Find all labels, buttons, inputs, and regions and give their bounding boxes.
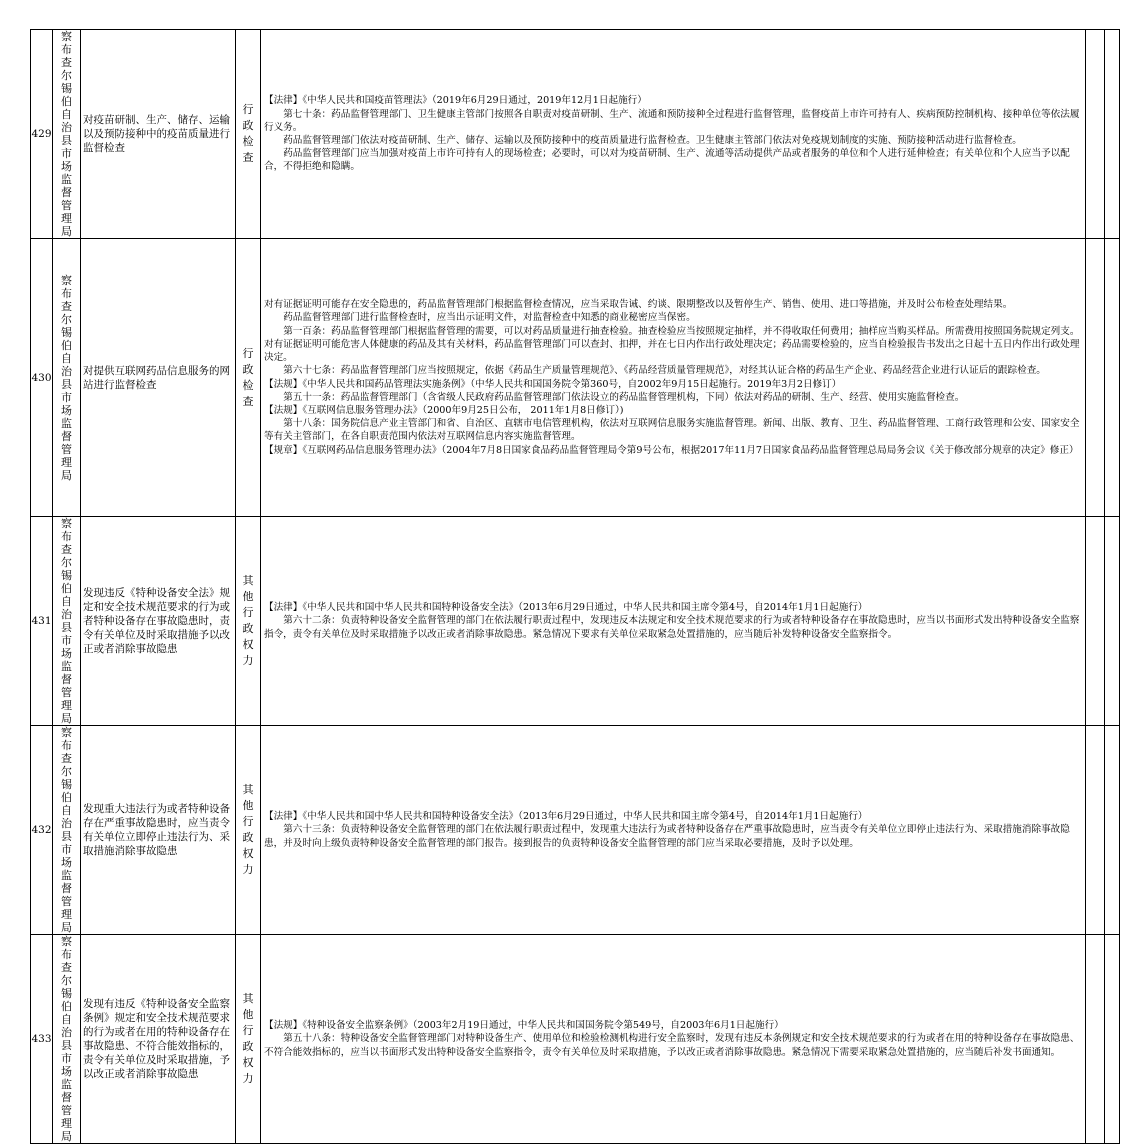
item-name-cell: 对提供互联网药品信息服务的网站进行监督检查 [81, 239, 236, 517]
basis-line: 对有证据证明可能存在安全隐患的，药品监督管理部门根据监督检查情况，应当采取告诫、约谈、限期整改以及暂停生产、销售、使用、进口等措施，并及时公布检查处理结果。 [264, 299, 1013, 311]
basis-line: 第七十条：药品监督管理部门、卫生健康主管部门按照各自职责对疫苗研制、生产、流通和预防接种全过程进行监督管理，监督疫苗上市许可持有人、疾病预防控制机构、接种单位等依法履行义务。 [264, 108, 1080, 133]
basis-line: 第五十一条：药品监督管理部门（含省级人民政府药品监督管理部门依法设立的药品监督管理机构，下同）依法对药品的研制、生产、经营、使用实施监督检查。 [283, 391, 965, 403]
item-name-cell: 发现违反《特种设备安全法》规定和安全技术规范要求的行为或者特种设备存在事故隐患时，责令有关单位及时采取措施予以改正或者消除事故隐患 [81, 517, 236, 726]
legal-basis-cell [261, 935, 1086, 1144]
empty-cell [1105, 517, 1120, 726]
power-type-cell: 其他行政权力 [236, 935, 261, 1144]
row-number: 430 [31, 239, 53, 517]
basis-line: 第一百条：药品监督管理部门根据监督管理的需要，可以对药品质量进行抽查检验。抽查检验应当按照规定抽样，并不得收取任何费用；抽样应当购买样品。所需费用按照国务院规定列支。 [283, 325, 1080, 337]
authority-cell: 察布查尔锡伯自治县市场监督管理局 [53, 726, 81, 935]
power-type-cell: 行政检查 [236, 30, 261, 239]
authority-cell: 察布查尔锡伯自治县市场监督管理局 [53, 239, 81, 517]
basis-line: 【法规】《特种设备安全监察条例》（2003年2月19日通过，中华人民共和国国务院令第549号，自2003年6月1日起施行） [264, 1020, 784, 1032]
basis-line: 【规章】《互联网药品信息服务管理办法》（2004年7月8日国家食品药品监督管理局令第9号公布，根据2017年11月7日国家食品药品监督管理总局局务会议《关于修改部分规章的决定》修正） [264, 444, 1079, 456]
power-type-cell: 其他行政权力 [236, 517, 261, 726]
power-list-table [30, 29, 1120, 1144]
table-row [31, 30, 1120, 239]
basis-line: 【法律】《中华人民共和国中华人民共和国特种设备安全法》（2013年6月29日通过，中华人民共和国主席令第4号，自2014年1月1日起施行） [264, 602, 868, 614]
basis-line: 第六十二条：负责特种设备安全监督管理的部门在依法履行职责过程中，发现违反本法规定和安全技术规范要求的行为或者特种设备存在事故隐患时，应当以书面形式发出特种设备安全监察指令，责令有关单位及时采取措施予以改正或者消除事故隐患。紧急情况下要求有关单位采取紧急处置措施的，应当随后补发特种设备安全监察指令。 [264, 615, 1080, 640]
legal-basis-cell [261, 726, 1086, 935]
authority-cell: 察布查尔锡伯自治县市场监督管理局 [53, 30, 81, 239]
empty-cell [1086, 935, 1105, 1144]
basis-line: 第五十八条：特种设备安全监督管理部门对特种设备生产、使用单位和检验检测机构进行安全监察时，发现有违反本条例规定和安全技术规范要求的行为或者在用的特种设备存在事故隐患、不符合能效指标的，应当以书面形式发出特种设备安全监察指令，责令有关单位及时采取措施，予以改正或者消除事故隐患。紧急情况下需要采取紧急处置措施的，应当随后补发书面通知。 [264, 1033, 1080, 1058]
legal-basis-cell [261, 239, 1086, 517]
basis-line: 对有证据证明可能危害人体健康的药品及其有关材料，药品监督管理部门可以查封、扣押，并在七日内作出行政处理决定；药品需要检验的，应当自检验报告书发出之日起十五日内作出行政处理决定。 [264, 338, 1080, 364]
basis-line: 【法律】《中华人民共和国中华人民共和国特种设备安全法》（2013年6月29日通过，中华人民共和国主席令第4号，自2014年1月1日起施行） [264, 811, 868, 823]
basis-line: 第十八条：国务院信息产业主管部门和省、自治区、直辖市电信管理机构，依法对互联网信息服务实施监督管理。新闻、出版、教育、卫生、药品监督管理、工商行政管理和公安、国家安全等有关主管部门，在各自职责范围内依法对互联网信息内容实施监督管理。 [264, 418, 1080, 443]
table-row [31, 726, 1120, 935]
empty-cell [1105, 239, 1120, 517]
empty-cell [1105, 726, 1120, 935]
basis-line: 【法规】《中华人民共和国药品管理法实施条例》（中华人民共和国国务院令第360号，自2002年9月15日起施行。2019年3月2日修订） [264, 378, 842, 390]
authority-cell: 察布查尔锡伯自治县市场监督管理局 [53, 517, 81, 726]
empty-cell [1086, 239, 1105, 517]
legal-basis-cell [261, 30, 1086, 239]
empty-cell [1086, 726, 1105, 935]
basis-line: 【法规】《互联网信息服务管理办法》（2000年9月25日公布， 2011年1月8日修订）) [264, 404, 624, 416]
row-number: 433 [31, 935, 53, 1144]
item-name-cell: 发现有违反《特种设备安全监察条例》规定和安全技术规范要求的行为或者在用的特种设备存在事故隐患、不符合能效指标的，责令有关单位及时采取措施，予以改正或者消除事故隐患 [81, 935, 236, 1144]
power-type-cell: 其他行政权力 [236, 726, 261, 935]
row-number: 431 [31, 517, 53, 726]
empty-cell [1086, 517, 1105, 726]
basis-line: 【法律】《中华人民共和国疫苗管理法》（2019年6月29日通过，2019年12月1日起施行） [264, 95, 647, 107]
legal-basis-cell [261, 517, 1086, 726]
table-row [31, 935, 1120, 1144]
row-number: 432 [31, 726, 53, 935]
row-number: 429 [31, 30, 53, 239]
basis-line: 药品监督管理部门依法对疫苗研制、生产、储存、运输以及预防接种中的疫苗质量进行监督检查。卫生健康主管部门依法对免疫规划制度的实施、预防接种活动进行监督检查。 [283, 135, 1022, 146]
basis-line: 第六十七条：药品监督管理部门应当按照规定，依据《药品生产质量管理规范》、《药品经营质量管理规范》，对经其认证合格的药品生产企业、药品经营企业进行认证后的跟踪检查。 [283, 365, 1046, 377]
empty-cell [1105, 935, 1120, 1144]
empty-cell [1105, 30, 1120, 239]
item-name-cell: 对疫苗研制、生产、储存、运输以及预防接种中的疫苗质量进行监督检查 [81, 30, 236, 239]
basis-line: 第六十三条：负责特种设备安全监督管理的部门在依法履行职责过程中，发现重大违法行为或者特种设备存在严重事故隐患时，应当责令有关单位立即停止违法行为、采取措施消除事故隐患，并及时向上级负责特种设备安全监督管理的部门报告。接到报告的负责特种设备安全监督管理的部门应当采取必要措施，及时予以处理。 [264, 824, 1070, 849]
empty-cell [1086, 30, 1105, 239]
authority-cell: 察布查尔锡伯自治县市场监督管理局 [53, 935, 81, 1144]
power-type-cell: 行政检查 [236, 239, 261, 517]
table-row [31, 517, 1120, 726]
basis-line: 药品监督管理部门应当加强对疫苗上市许可持有人的现场检查；必要时，可以对为疫苗研制、生产、流通等活动提供产品或者服务的单位和个人进行延伸检查；有关单位和个人应当予以配合，不得拒绝和隐瞒。 [264, 148, 1070, 173]
table-row [31, 239, 1120, 517]
basis-line: 药品监督管理部门进行监督检查时，应当出示证明文件，对监督检查中知悉的商业秘密应当保密。 [283, 312, 696, 324]
item-name-cell: 发现重大违法行为或者特种设备存在严重事故隐患时，应当责令有关单位立即停止违法行为、采取措施消除事故隐患 [81, 726, 236, 935]
